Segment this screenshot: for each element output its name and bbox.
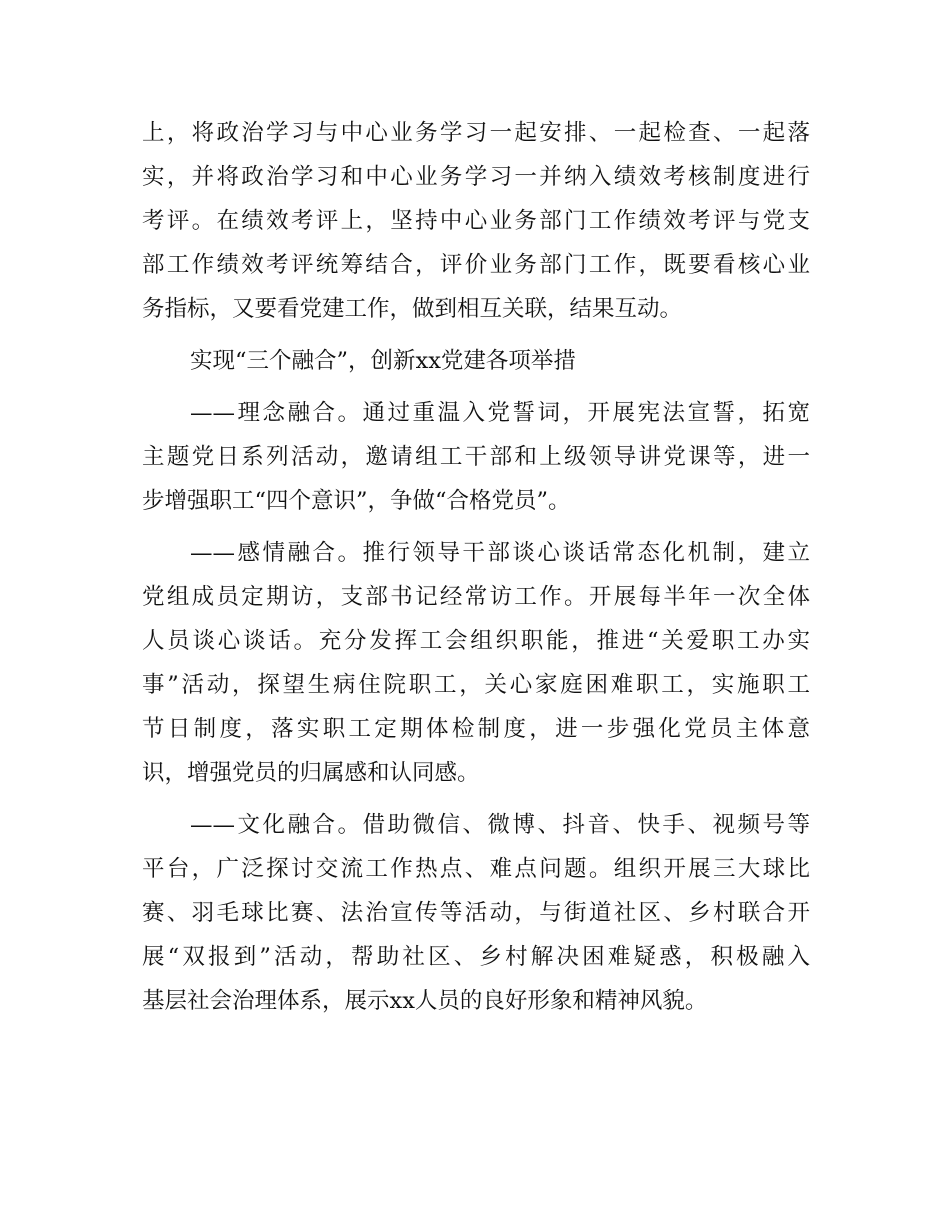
text-line: 主题党日系列活动，邀请组工干部和上级领导讲党课等，进一 <box>142 444 810 470</box>
text-line: 平台，广泛探讨交流工作热点、难点问题。组织开展三大球比 <box>142 856 810 882</box>
section-heading <box>142 339 810 383</box>
text-line: 步增强职工“四个意识”，争做“合格党员”。 <box>142 488 571 514</box>
text-line: ——文化融合。借助微信、微博、抖音、快手、视频号等 <box>190 812 810 838</box>
text-line: 人员谈心谈话。充分发挥工会组织职能，推进“关爱职工办实 <box>142 628 810 654</box>
text-line: 事”活动，探望生病住院职工，关心家庭困难职工，实施职工 <box>142 672 810 698</box>
text-line: 实，并将政治学习和中心业务学习一并纳入绩效考核制度进行 <box>142 164 810 190</box>
text-line: ——感情融合。推行领导干部谈心谈话常态化机制，建立 <box>190 540 810 566</box>
paragraph-concept-integration <box>142 391 810 523</box>
text-line: ——理念融合。通过重温入党誓词，开展宪法宣誓，拓宽 <box>190 400 810 426</box>
heading-line: 实现“三个融合”，创新xx党建各项举措 <box>190 348 576 374</box>
text-line: 展“双报到”活动，帮助社区、乡村解决困难疑惑，积极融入 <box>142 944 810 970</box>
text-line: 赛、羽毛球比赛、法治宣传等活动，与街道社区、乡村联合开 <box>142 900 810 926</box>
paragraph-assessment <box>142 111 810 331</box>
document-body <box>142 111 810 1031</box>
text-line: 识，增强党员的归属感和认同感。 <box>142 760 480 786</box>
text-line: 党组成员定期访，支部书记经常访工作。开展每半年一次全体 <box>142 584 810 610</box>
text-line: 考评。在绩效考评上，坚持中心业务部门工作绩效考评与党支 <box>142 208 810 234</box>
text-line: 务指标，又要看党建工作，做到相互关联，结果互动。 <box>142 296 683 322</box>
text-line: 基层社会治理体系，展示xx人员的良好形象和精神风貌。 <box>142 988 708 1014</box>
text-line: 部工作绩效考评统筹结合，评价业务部门工作，既要看核心业 <box>142 252 810 278</box>
text-line: 上，将政治学习与中心业务学习一起安排、一起检查、一起落 <box>142 120 810 146</box>
paragraph-culture-integration <box>142 803 810 1023</box>
text-line: 节日制度，落实职工定期体检制度，进一步强化党员主体意 <box>142 716 810 742</box>
paragraph-emotion-integration <box>142 531 810 795</box>
